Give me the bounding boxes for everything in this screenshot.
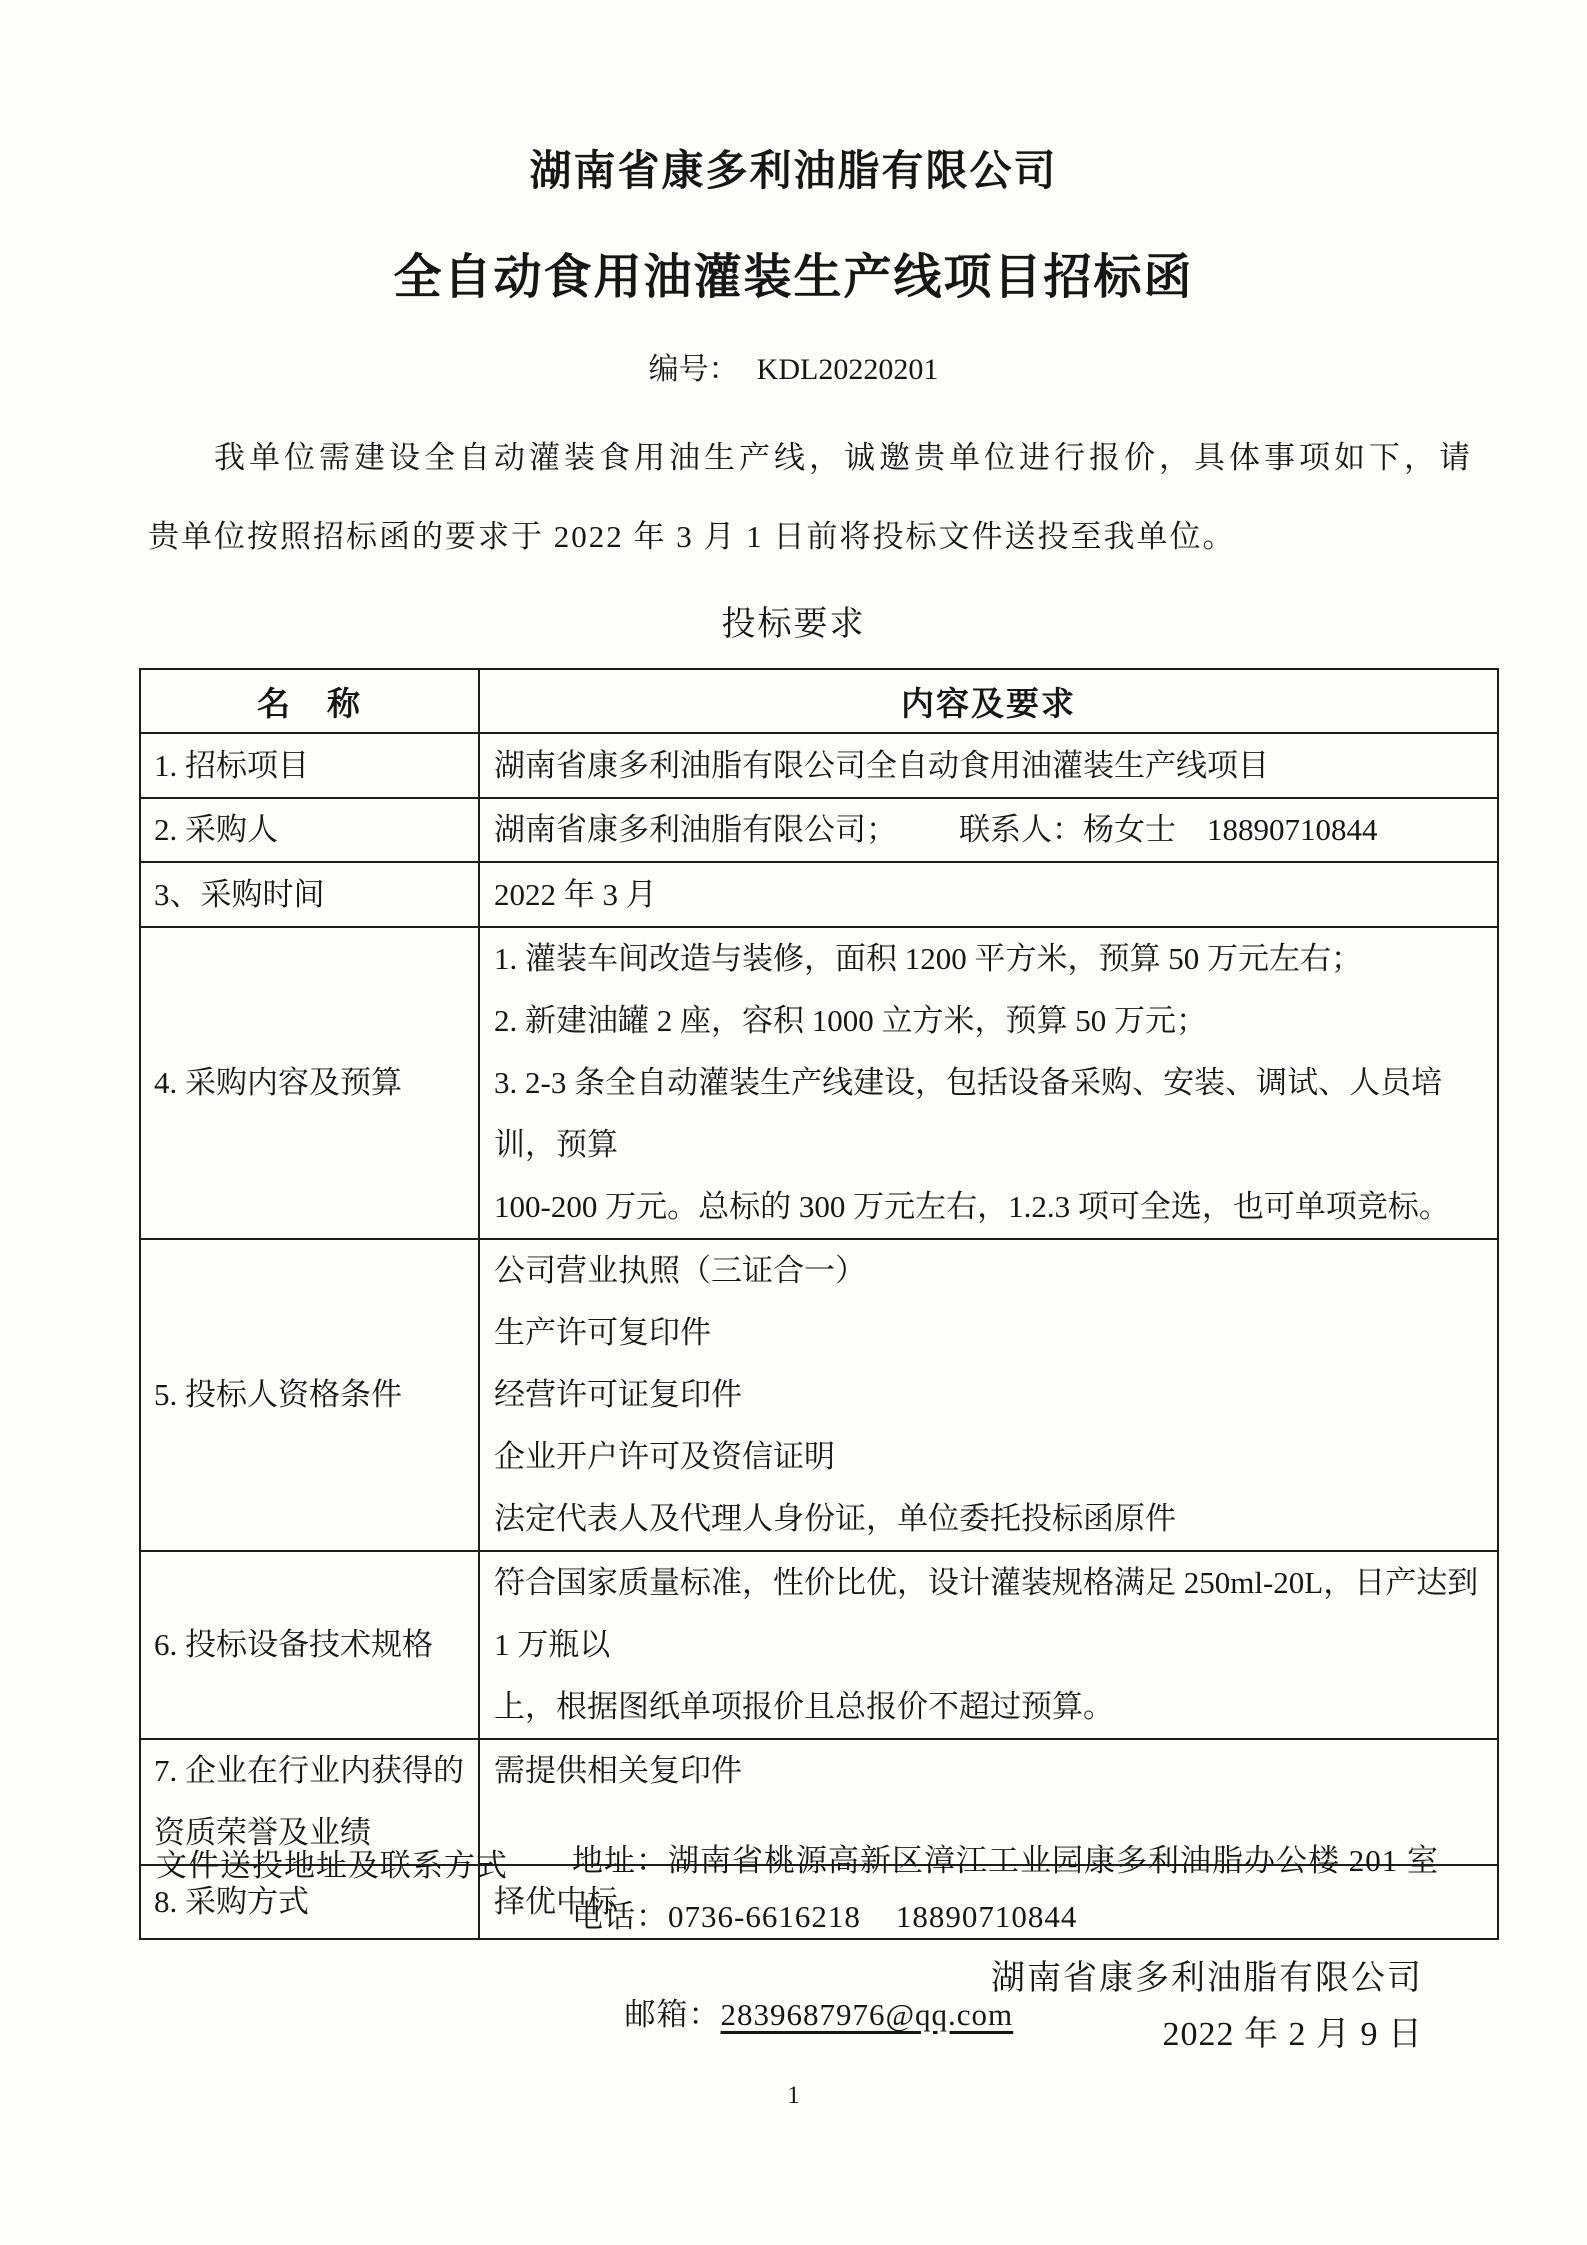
row-content: 公司营业执照（三证合一） 生产许可复印件 经营许可证复印件 企业开户许可及资信证明 法定代表人及代理人身份证，单位委托投标函原件 — [479, 1239, 1498, 1551]
row-content: 2022 年 3 月 — [479, 862, 1498, 927]
row-label: 8. 采购方式 — [140, 1865, 479, 1939]
address-line: 地址：湖南省桃源高新区漳江工业园康多利油脂办公楼 201 室 — [572, 1843, 1439, 1878]
intro-line-2: 贵单位按照招标函的要求于 2022 年 3 月 1 日前将投标文件送投至我单位。 — [148, 519, 1236, 554]
row-content: 符合国家质量标准，性价比优，设计灌装规格满足 250ml-20L，日产达到 1 万瓶以 上，根据图纸单项报价且总报价不超过预算。 — [479, 1551, 1498, 1739]
row-label: 7. 企业在行业内获得的资质荣誉及业绩 — [140, 1739, 479, 1865]
doc-number-value: KDL20220201 — [756, 353, 939, 386]
row-label: 2. 采购人 — [140, 798, 479, 862]
table-header-content: 内容及要求 — [479, 669, 1498, 733]
phone-line: 电话：0736-6616218 18890710844 — [572, 1899, 1078, 1934]
table-row-equipment-spec — [140, 1551, 1498, 1739]
page-title: 湖南省康多利油脂有限公司 — [529, 147, 1058, 194]
row-content: 1. 灌装车间改造与装修，面积 1200 平方米，预算 50 万元左右； 2. 新建油罐 2 座，容积 1000 立方米，预算 50 万元； 3. 2-3 条全自动灌装生产线建设，包括设备采购、安装、调试、人员培训，预算 100-200 万元。总标的 300 万元左右，1.2.3 项可全选，也可单项竞标。 — [479, 927, 1498, 1239]
requirements-table — [139, 668, 1499, 1940]
table-row-purchaser — [140, 798, 1498, 862]
signature-date: 2022 年 2 月 9 日 — [1162, 2016, 1423, 2053]
requirements-heading: 投标要求 — [721, 606, 866, 643]
doc-number — [0, 344, 1587, 388]
signature-company: 湖南省康多利油脂有限公司 — [991, 1960, 1423, 1997]
row-content: 择优中标 — [479, 1865, 1498, 1939]
row-content: 湖南省康多利油脂有限公司； 联系人：杨女士 18890710844 — [479, 798, 1498, 862]
row-label: 6. 投标设备技术规格 — [140, 1551, 479, 1739]
page-subtitle: 全自动食用油灌装生产线项目招标函 — [393, 251, 1194, 304]
email-label: 邮箱： — [624, 1997, 721, 2032]
row-label: 5. 投标人资格条件 — [140, 1239, 479, 1551]
row-label: 1. 招标项目 — [140, 733, 479, 798]
intro-line-1: 我单位需建设全自动灌装食用油生产线，诚邀贵单位进行报价，具体事项如下，请 — [214, 440, 1474, 475]
row-label: 4. 采购内容及预算 — [140, 927, 479, 1239]
table-row-content-budget — [140, 927, 1498, 1239]
row-label: 3、采购时间 — [140, 862, 479, 927]
table-row-purchase-time — [140, 862, 1498, 927]
row-content: 需提供相关复印件 — [479, 1739, 1498, 1865]
table-header-name: 名 称 — [140, 669, 479, 733]
row-content: 湖南省康多利油脂有限公司全自动食用油灌装生产线项目 — [479, 733, 1498, 798]
email-link[interactable]: 2839687976@qq.com — [720, 1997, 1014, 2032]
contact-section-label: 文件送投地址及联系方式 — [156, 1848, 508, 1883]
table-row-bidder-qualification — [140, 1239, 1498, 1551]
page-number: 1 — [787, 2082, 800, 2109]
table-header-row — [140, 669, 1498, 733]
doc-number-label: 编号： — [648, 353, 739, 386]
table-row-tender-project — [140, 733, 1498, 798]
